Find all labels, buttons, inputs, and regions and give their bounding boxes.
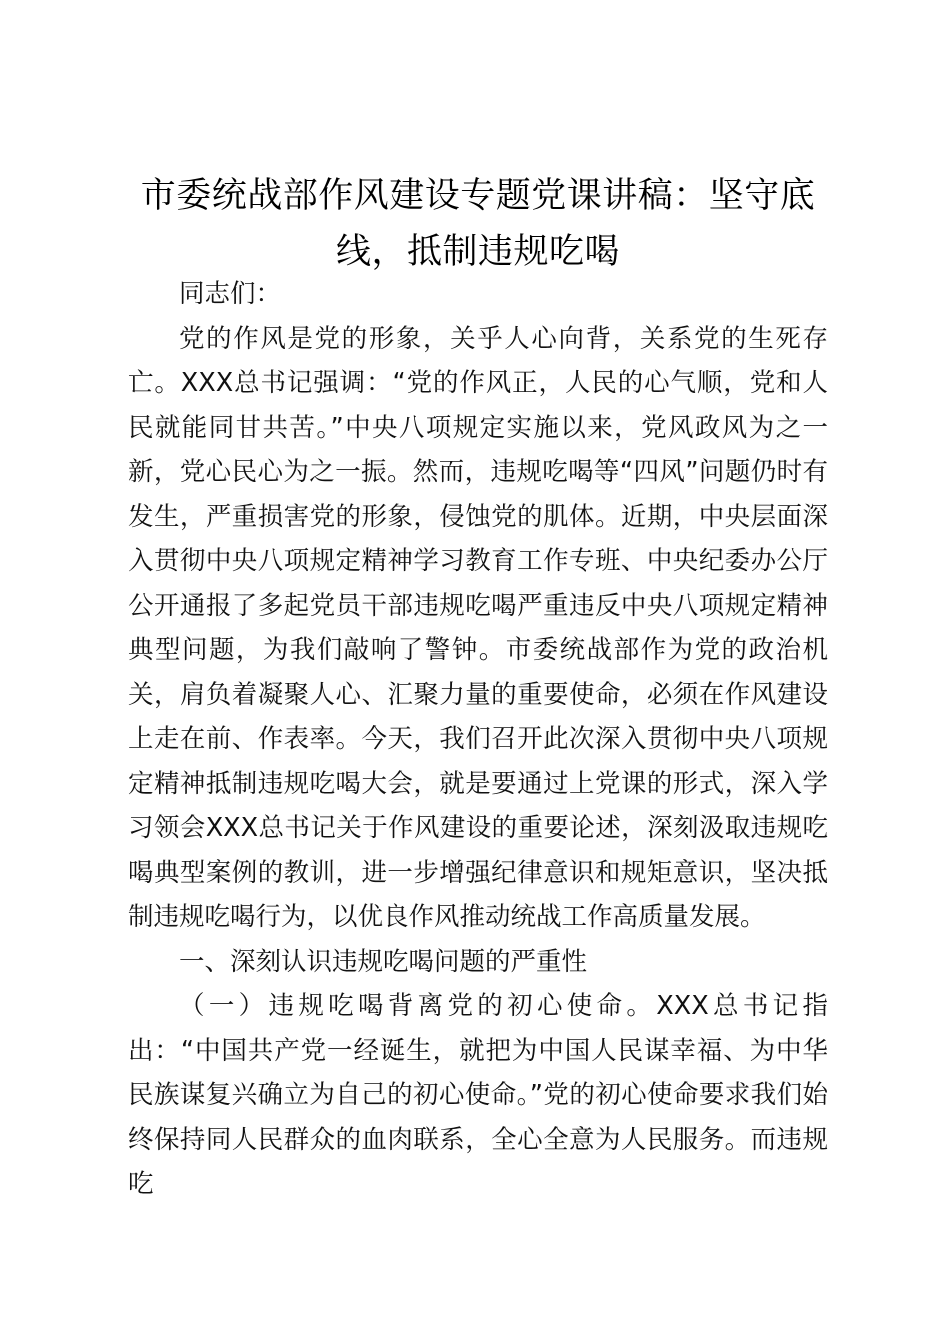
salutation: 同志们： [179,279,282,309]
section-heading: 一、深刻认识违规吃喝问题的严重性 [179,946,588,977]
document-body [128,272,828,1207]
intro-paragraph: 党的作风是党的形象，关乎人心向背，关系党的生死存亡。XXX总书记强调：“党的作风正，人民的心气顺，党和人民就能同甘共苦。”中央八项规定实施以来，党风政风为之一新，党心民心为之一振。然而，违规吃喝等“四风”问题仍时有发生，严重损害党的形象，侵蚀党的肌体。近期，中央层面深入贯彻中央八项规定精神学习教育工作专班、中央纪委办公厅公开通报了多起党员干部违规吃喝严重违反中央八项规定精神典型问题，为我们敲响了警钟。市委统战部作为党的政治机关，肩负着凝聚人心、汇聚力量的重要使命，必须在作风建设上走在前、作表率。今天，我们召开此次深入贯彻中央八项规定精神抵制违规吃喝大会，就是要通过上党课的形式，深入学习领会XXX总书记关于作风建设的重要论述，深刻汲取违规吃喝典型案例的教训，进一步增强纪律意识和规矩意识，坚决抵制违规吃喝行为，以优良作风推动统战工作高质量发展。 [128,323,828,932]
document-title: 市委统战部作风建设专题党课讲稿：坚守底线，抵制违规吃喝 [140,176,816,272]
subsection-paragraph: （一）违规吃喝背离党的初心使命。XXX总书记指出：“中国共产党一经诞生，就把为中国人民谋幸福、为中华民族谋复兴确立为自己的初心使命。”党的初心使命要求我们始终保持同人民群众的血肉联系，全心全意为人民服务。而违规吃 [128,991,828,1199]
